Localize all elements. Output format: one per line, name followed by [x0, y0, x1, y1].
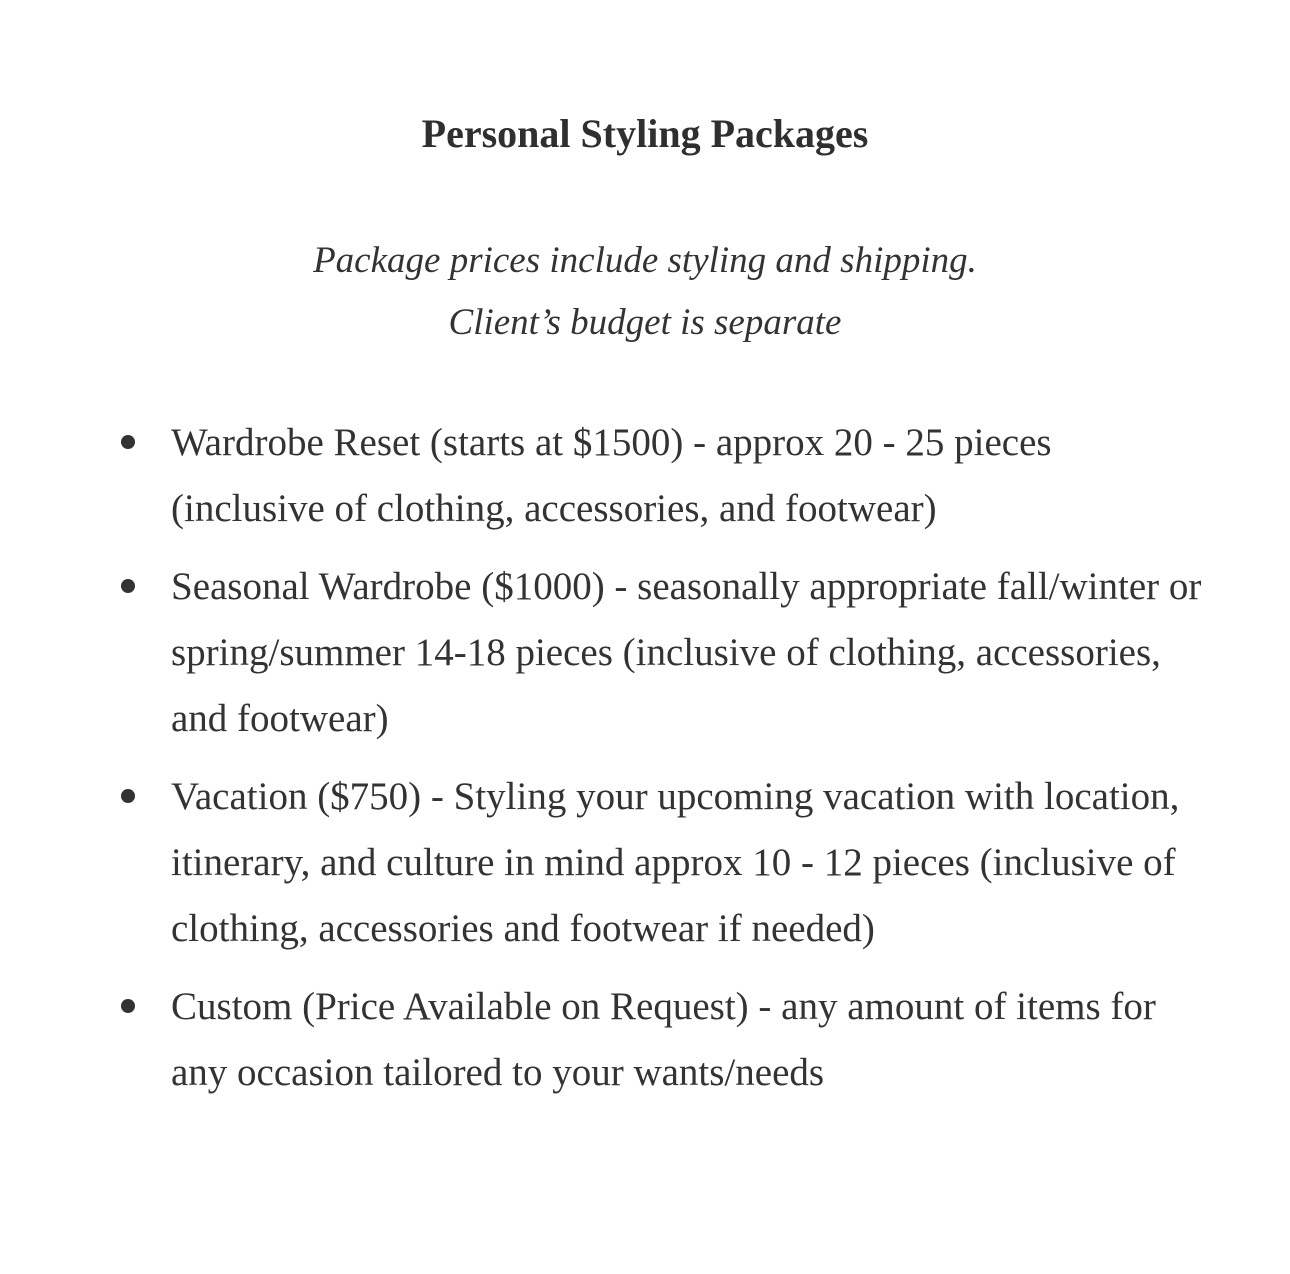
pricing-note-line-2: Client’s budget is separate [448, 302, 842, 343]
page-title: Personal Styling Packages [421, 111, 869, 156]
package-wardrobe-reset [171, 410, 1211, 542]
package-description: Custom (Price Available on Request) - any amount of items for any occasion tailored to your wants/needs [171, 985, 1156, 1094]
package-custom [171, 974, 1211, 1106]
bullet-icon [121, 579, 135, 593]
pricing-note-line-1: Package prices include styling and shipping. [313, 240, 977, 281]
bullet-icon [121, 789, 135, 803]
package-vacation [171, 764, 1211, 962]
package-description: Seasonal Wardrobe ($1000) - seasonally appropriate fall/winter or spring/summer 14-18 pieces (inclusive of clothing, accessories, and footwear) [171, 565, 1202, 740]
package-seasonal-wardrobe [171, 554, 1211, 752]
package-description: Wardrobe Reset (starts at $1500) - approx 20 - 25 pieces (inclusive of clothing, accessories, and footwear) [171, 421, 1052, 530]
pricing-note [0, 230, 1290, 354]
package-description: Vacation ($750) - Styling your upcoming vacation with location, itinerary, and culture in mind approx 10 - 12 pieces (inclusive of clothing, accessories and footwear if needed) [171, 775, 1180, 950]
bullet-icon [121, 435, 135, 449]
package-list [171, 410, 1211, 1118]
bullet-icon [121, 999, 135, 1013]
